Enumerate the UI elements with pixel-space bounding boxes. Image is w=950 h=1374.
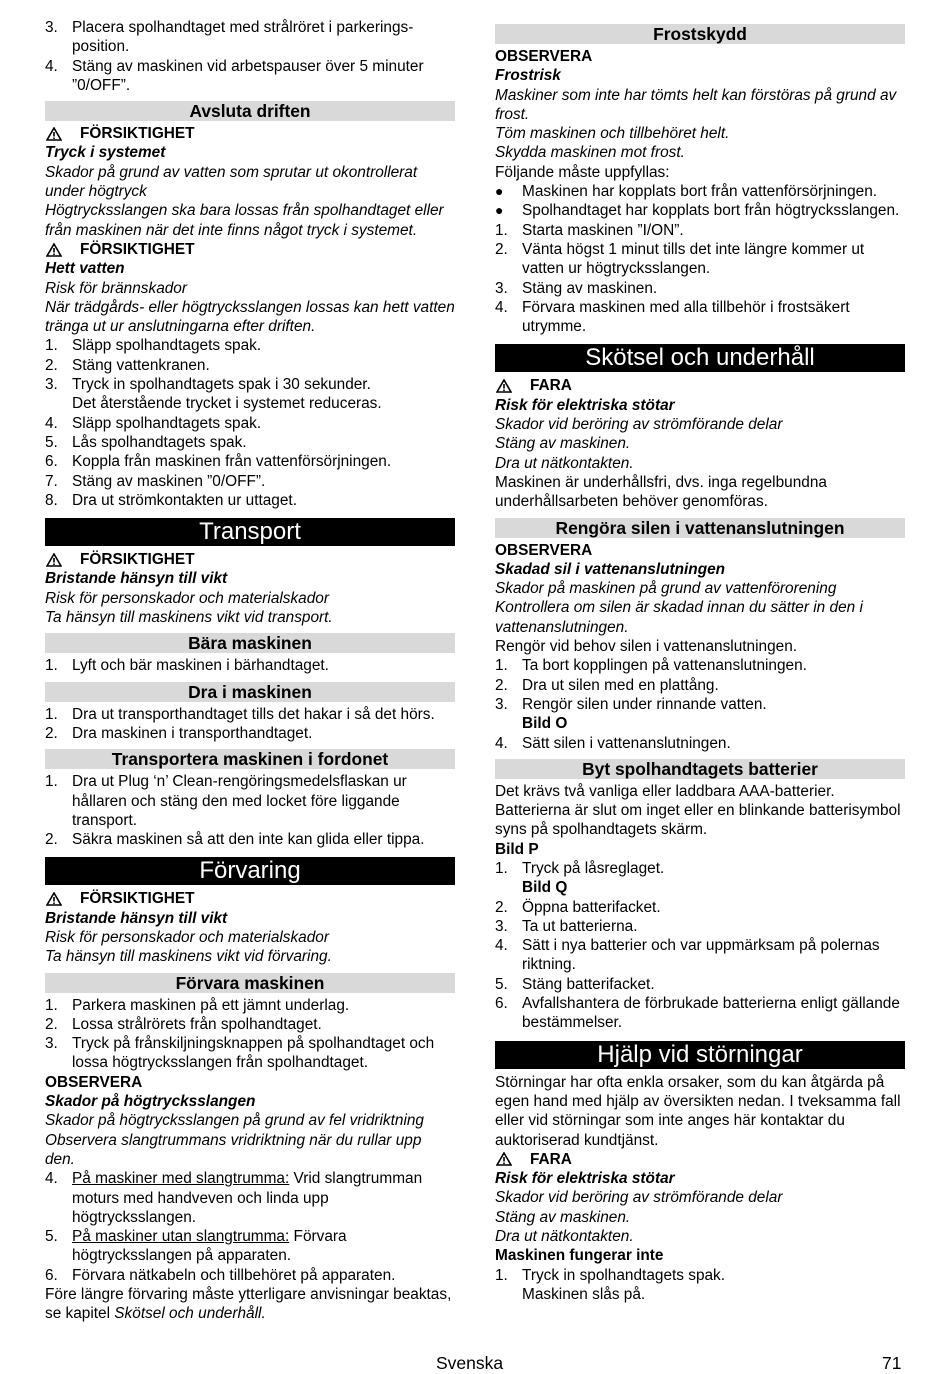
list-number: 7.: [45, 472, 58, 490]
bullet-icon: ●: [495, 202, 504, 219]
list-item: [45, 1266, 455, 1285]
list-text: Ta ut batterierna.: [522, 917, 638, 935]
paragraph: Rengör vid behov silen i vattenanslutningen.: [495, 638, 798, 656]
list-text: Förvara nätkabeln och tillbehöret på apparaten.: [72, 1266, 396, 1284]
list-text: Stäng av maskinen vid arbetspauser över 5 minuter ”0/OFF”.: [72, 57, 424, 94]
list-number: 1.: [45, 337, 58, 355]
hazard-title: Bristande hänsyn till vikt: [45, 570, 228, 588]
hazard-text: Risk för personskador och materialskador: [45, 589, 329, 607]
list-text: Stäng batterifacket.: [522, 975, 655, 993]
list-number: 4.: [45, 57, 58, 75]
subsection-heading: Rengöra silen i vattenanslutningen: [495, 518, 905, 538]
list-item: [45, 1015, 455, 1034]
list-text: Dra ut transporthandtaget tills det hakar i så det hörs.: [72, 705, 435, 723]
subsection-heading: Frostskydd: [495, 24, 905, 44]
list-item: [45, 724, 455, 743]
list-item: [495, 298, 905, 337]
list-text: Stäng av maskinen ”0/OFF”.: [72, 472, 266, 490]
list-instruction: Vrid slangtrumman moturs med handveven och linda upp högtrycksslangen.: [72, 1170, 423, 1226]
list-number: 4.: [45, 1170, 58, 1188]
list-number: 1.: [45, 773, 58, 791]
list-item: [495, 656, 905, 675]
footer-language: Svenska: [436, 1353, 504, 1373]
list-text: Tryck in spolhandtagets spak i 30 sekunder.: [72, 376, 371, 394]
list-number: 2.: [495, 240, 508, 258]
warning-text: FÖRSIKTIGHET: [80, 240, 195, 258]
list-number: 3.: [45, 19, 58, 36]
list-text: Starta maskinen ”I/ON”.: [522, 221, 684, 239]
list-item: [45, 996, 455, 1015]
list-item: [45, 705, 455, 724]
hazard-text: Högtrycksslangen ska bara lossas från spolhandtaget eller från maskinen när det inte finns något tryck i systemet.: [45, 202, 444, 239]
bullet-item: [495, 201, 905, 220]
step-note: Maskinen slås på.: [522, 1285, 646, 1303]
bullet-icon: ●: [495, 183, 504, 200]
list-number: 2.: [495, 676, 508, 694]
section-heading: Transport: [45, 518, 455, 546]
list-text: Koppla från maskinen från vattenförsörjningen.: [72, 453, 392, 471]
list-number: 2.: [45, 724, 58, 742]
hazard-title: Skadad sil i vattenanslutningen: [495, 560, 726, 578]
list-number: 4.: [45, 414, 58, 432]
list-text: Sätt i nya batterier och var uppmärksam på polernas riktning.: [522, 937, 880, 974]
warning-text: FARA: [530, 1150, 572, 1168]
subsection-heading: Förvara maskinen: [45, 973, 455, 993]
list-condition: På maskiner utan slangtrumma:: [72, 1228, 290, 1246]
list-item: [495, 734, 905, 753]
bullet-text: Maskinen har kopplats bort från vattenförsörjningen.: [522, 183, 878, 201]
list-text: Lossa strålrörets från spolhandtaget.: [72, 1015, 322, 1033]
section-heading: Hjälp vid störningar: [495, 1041, 905, 1069]
bold-label: Maskinen fungerar inte: [495, 1247, 664, 1265]
warning-label: [45, 124, 455, 143]
warning-label: [45, 240, 455, 259]
list-text: Avfallshantera de förbrukade batterierna enligt gällande bestämmelser.: [522, 995, 900, 1032]
hazard-text: Töm maskinen och tillbehöret helt.: [495, 125, 730, 143]
paragraph: [45, 1285, 455, 1324]
hazard-text: Skador vid beröring av strömförande delar: [495, 416, 783, 434]
chapter-reference: Skötsel och underhåll.: [114, 1305, 266, 1323]
list-number: 3.: [45, 1035, 58, 1053]
list-item: [45, 472, 455, 491]
warning-text: FÖRSIKTIGHET: [80, 890, 195, 908]
hazard-title: Bristande hänsyn till vikt: [45, 909, 228, 927]
page-number: 71: [882, 1353, 902, 1373]
bullet-text: Spolhandtaget har kopplats bort från högtrycksslangen.: [522, 202, 900, 220]
list-text: Dra maskinen i transporthandtaget.: [72, 724, 313, 742]
warning-triangle-icon: [45, 553, 80, 567]
warning-text: FARA: [530, 377, 572, 395]
list-number: 1.: [495, 859, 508, 877]
list-number: 6.: [495, 995, 508, 1013]
hazard-text: Kontrollera om silen är skadad innan du sätter in den i vattenanslutningen.: [495, 599, 863, 636]
hazard-title: Hett vatten: [45, 260, 125, 278]
list-number: 3.: [495, 279, 508, 297]
list-item: [45, 1227, 455, 1266]
list-item: [495, 936, 905, 975]
list-number: 6.: [45, 1266, 58, 1284]
hazard-title: Risk för elektriska stötar: [495, 1170, 675, 1188]
hazard-text: Skador på maskinen på grund av vattenförorening: [495, 580, 837, 598]
list-item: [495, 975, 905, 994]
list-item: [495, 1266, 905, 1285]
warning-label: [495, 376, 905, 395]
bold-label: OBSERVERA: [495, 541, 593, 559]
list-item: [45, 772, 455, 830]
hazard-text: Skador på grund av vatten som sprutar ut okontrollerat under högtryck: [45, 163, 418, 201]
hazard-text: Stäng av maskinen.: [495, 1208, 631, 1226]
hazard-text: Risk för brännskador: [45, 279, 187, 297]
list-text: Förvara maskinen med alla tillbehör i frostsäkert utrymme.: [522, 298, 850, 336]
warning-triangle-icon: [45, 243, 80, 257]
list-text: Dra ut silen med en plattång.: [522, 676, 719, 694]
bold-label: Bild P: [495, 840, 539, 858]
hazard-text: Skador på högtrycksslangen på grund av fel vridriktning: [45, 1112, 424, 1130]
list-text: Stäng av maskinen.: [522, 279, 658, 297]
list-item: [495, 676, 905, 695]
list-text: [72, 1227, 455, 1266]
figure-ref: Bild O: [522, 715, 568, 733]
list-number: 8.: [45, 491, 58, 509]
hazard-text: Ta hänsyn till maskinens vikt vid förvaring.: [45, 948, 332, 966]
hazard-title: Frostrisk: [495, 67, 561, 85]
list-number: 2.: [45, 356, 58, 374]
hazard-text: Stäng av maskinen.: [495, 435, 631, 453]
list-condition: På maskiner med slangtrumma:: [72, 1170, 290, 1188]
list-text: Rengör silen under rinnande vatten.: [522, 695, 767, 713]
warning-label: [45, 550, 455, 569]
hazard-text: Dra ut nätkontakten.: [495, 1228, 634, 1246]
list-number: 4.: [495, 298, 508, 316]
figure-ref: Bild Q: [522, 879, 568, 897]
list-number: 2.: [45, 1015, 58, 1033]
list-number: 6.: [45, 453, 58, 471]
subsection-heading: Byt spolhandtagets batterier: [495, 759, 905, 779]
hazard-text: Risk för personskador och materialskador: [45, 928, 329, 946]
list-number: 5.: [45, 433, 58, 451]
list-item: [45, 452, 455, 471]
list-instruction: Förvara högtrycksslangen på apparaten.: [72, 1228, 347, 1265]
list-text: Stäng vattenkranen.: [72, 356, 210, 374]
list-number: 1.: [495, 1266, 508, 1284]
subsection-heading: Transportera maskinen i fordonet: [45, 749, 455, 769]
list-item: [495, 221, 905, 240]
right-column: [495, 18, 905, 1304]
list-text: Öppna batterifacket.: [522, 898, 661, 916]
list-text: Dra ut strömkontakten ur uttaget.: [72, 491, 297, 509]
list-text: Tryck in spolhandtagets spak.: [522, 1266, 726, 1284]
hazard-title: Skador på högtrycksslangen: [45, 1093, 256, 1111]
list-number: 1.: [45, 996, 58, 1014]
warning-triangle-icon: [495, 379, 530, 393]
paragraph: Störningar har ofta enkla orsaker, som du kan åtgärda på egen hand med hjälp av översikten nedan. I tveksamma fall eller vid störningar som inte anges här kontaktar du auktoriserad kundtjänst.: [495, 1073, 901, 1149]
warning-text: FÖRSIKTIGHET: [80, 551, 195, 569]
list-item: [45, 1034, 455, 1073]
list-item: [495, 240, 905, 279]
list-item: [495, 279, 905, 298]
left-column: [45, 18, 455, 1324]
section-heading: Skötsel och underhåll: [495, 344, 905, 372]
warning-triangle-icon: [45, 127, 80, 141]
list-item: [45, 57, 455, 96]
hazard-title: Risk för elektriska stötar: [495, 396, 675, 414]
list-item: [45, 18, 455, 57]
list-text: Lyft och bär maskinen i bärhandtaget.: [72, 657, 329, 675]
list-text: Dra ut Plug ‘n’ Clean-rengöringsmedelsflaskan ur hållaren och stäng den med locket före liggande transport.: [72, 773, 407, 829]
warning-triangle-icon: [45, 892, 80, 906]
list-number: 3.: [495, 917, 508, 935]
list-text: Tryck på frånskiljningsknappen på spolhandtaget och lossa högtrycksslangen från spolhandtaget.: [72, 1035, 435, 1072]
paragraph: Maskinen är underhållsfri, dvs. inga regelbundna underhållsarbeten behöver genomföras.: [495, 473, 827, 511]
list-text: Ta bort kopplingen på vattenanslutningen.: [522, 657, 807, 675]
hazard-text: Skador vid beröring av strömförande delar: [495, 1189, 783, 1207]
list-item: [45, 656, 455, 675]
list-item: [45, 1169, 455, 1227]
paragraph: Följande måste uppfyllas:: [495, 163, 670, 181]
list-item: [495, 859, 905, 878]
list-item: [45, 414, 455, 433]
list-item: [45, 491, 455, 510]
list-item: [495, 994, 905, 1033]
list-number: 3.: [45, 376, 58, 394]
hazard-title: Tryck i systemet: [45, 144, 166, 162]
list-item: [45, 375, 455, 394]
subsection-heading: Avsluta driften: [45, 101, 455, 121]
list-number: 5.: [45, 1228, 58, 1246]
list-item: [495, 917, 905, 936]
list-number: 1.: [495, 657, 508, 675]
subsection-heading: Dra i maskinen: [45, 682, 455, 702]
paragraph-text: Före längre förvaring måste ytterligare anvisningar beaktas, se kapitel: [45, 1286, 452, 1323]
warning-label: [495, 1150, 905, 1169]
list-text: Placera spolhandtaget med strålröret i parkerings-position.: [72, 19, 414, 56]
list-number: 4.: [495, 734, 508, 752]
list-item: [45, 336, 455, 355]
warning-triangle-icon: [495, 1152, 530, 1166]
list-text: Säkra maskinen så att den inte kan glida eller tippa.: [72, 831, 425, 849]
list-text: Släpp spolhandtagets spak.: [72, 414, 262, 432]
list-number: 1.: [495, 221, 508, 239]
section-heading: Förvaring: [45, 857, 455, 885]
list-item: [45, 356, 455, 375]
list-text: Sätt silen i vattenanslutningen.: [522, 734, 731, 752]
list-item: [45, 433, 455, 452]
list-number: 2.: [45, 831, 58, 849]
list-text: Tryck på låsreglaget.: [522, 859, 665, 877]
list-item: [495, 898, 905, 917]
list-text: Lås spolhandtagets spak.: [72, 433, 247, 451]
list-number: 5.: [495, 975, 508, 993]
list-number: 3.: [495, 695, 508, 713]
list-number: 4.: [495, 937, 508, 955]
bold-label: OBSERVERA: [495, 48, 593, 65]
hazard-text: Skydda maskinen mot frost.: [495, 144, 685, 162]
list-text: [72, 1169, 455, 1227]
hazard-text: Dra ut nätkontakten.: [495, 454, 634, 472]
list-item: [45, 830, 455, 849]
list-number: 1.: [45, 705, 58, 723]
list-text: Vänta högst 1 minut tills det inte längre kommer ut vatten ur högtrycksslangen.: [522, 240, 865, 278]
hazard-text: Ta hänsyn till maskinens vikt vid transport.: [45, 609, 333, 627]
subsection-heading: Bära maskinen: [45, 633, 455, 653]
bold-label: OBSERVERA: [45, 1073, 143, 1091]
hazard-text: Observera slangtrummans vridriktning när du rullar upp den.: [45, 1131, 422, 1168]
hazard-text: Maskiner som inte har tömts helt kan förstöras på grund av frost.: [495, 86, 897, 123]
warning-label: [45, 889, 455, 908]
list-number: 1.: [45, 657, 58, 675]
list-text: Parkera maskinen på ett jämnt underlag.: [72, 996, 350, 1014]
list-number: 2.: [495, 898, 508, 916]
step-note: Det återstående trycket i systemet reduceras.: [72, 395, 382, 413]
warning-text: FÖRSIKTIGHET: [80, 125, 195, 143]
bullet-item: [495, 182, 905, 201]
hazard-text: När trädgårds- eller högtrycksslangen lossas kan hett vatten tränga ut ur anslutningarna efter driften.: [45, 298, 455, 336]
list-text: Släpp spolhandtagets spak.: [72, 337, 262, 355]
paragraph: Det krävs två vanliga eller laddbara AAA-batterier. Batterierna är slut om inget eller en blinkande batterisymbol syns på spolhandtagets skärm.: [495, 782, 901, 839]
list-item: [495, 695, 905, 714]
